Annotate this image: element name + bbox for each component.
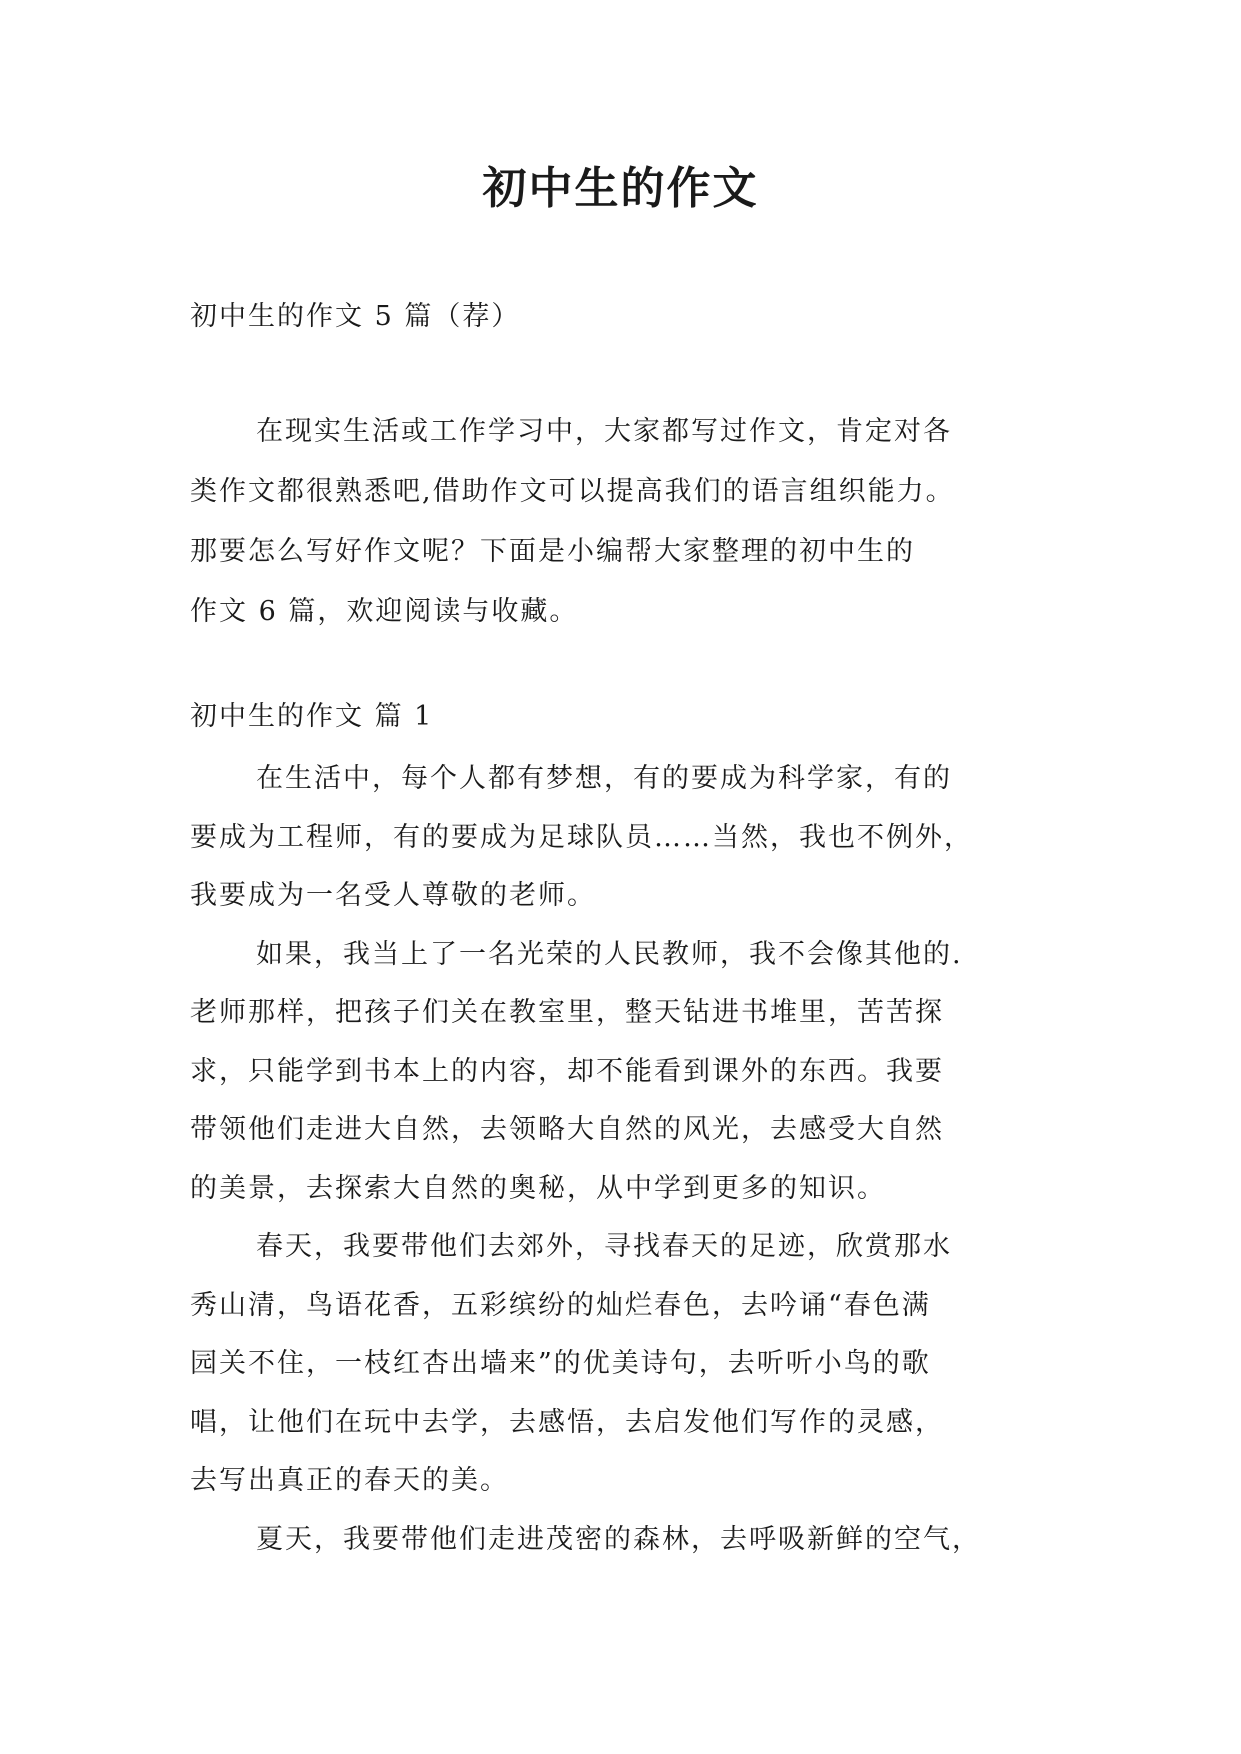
body-line: 春天，我要带他们去郊外，寻找春天的足迹，欣赏那水 xyxy=(256,1231,952,1262)
document-subtitle: 初中生的作文 5 篇（荐） xyxy=(190,301,521,332)
document-title: 初中生的作文 xyxy=(482,163,759,214)
intro-line: 作文 6 篇，欢迎阅读与收藏。 xyxy=(190,596,579,627)
intro-line: 那要怎么写好作文呢？下面是小编帮大家整理的初中生的 xyxy=(190,536,915,567)
body-line: 秀山清，鸟语花香，五彩缤纷的灿烂春色，去吟诵“春色满 xyxy=(190,1289,931,1321)
body-line: 老师那样，把孩子们关在教室里，整天钻进书堆里，苦苦探 xyxy=(190,997,944,1028)
body-line: 园关不住，一枝红杏出墙来”的优美诗句，去听听小鸟的歌 xyxy=(190,1348,931,1379)
section-heading: 初中生的作文 篇 1 xyxy=(190,701,434,732)
intro-line: 在现实生活或工作学习中，大家都写过作文，肯定对各 xyxy=(256,416,952,447)
body-line: 要成为工程师，有的要成为足球队员……当然，我也不例外， xyxy=(190,821,973,853)
body-line: 的美景，去探索大自然的奥秘，从中学到更多的知识。 xyxy=(190,1172,886,1204)
body-line: 我要成为一名受人尊敬的老师。 xyxy=(190,880,596,911)
body-line: 去写出真正的春天的美。 xyxy=(190,1465,509,1496)
essay-body xyxy=(190,750,1050,1569)
body-line: 带领他们走进大自然，去领略大自然的风光，去感受大自然 xyxy=(190,1114,944,1145)
intro-line: 类作文都很熟悉吧,借助作文可以提高我们的语言组织能力。 xyxy=(190,476,955,507)
body-line: 唱，让他们在玩中去学，去感悟，去启发他们写作的灵感， xyxy=(190,1406,944,1438)
body-line: 夏天，我要带他们走进茂密的森林，去呼吸新鲜的空气， xyxy=(256,1523,981,1555)
body-line: 在生活中，每个人都有梦想，有的要成为科学家，有的 xyxy=(256,763,952,794)
intro-paragraph xyxy=(190,402,1050,642)
body-line: 如果，我当上了一名光荣的人民教师，我不会像其他的. xyxy=(256,938,963,970)
body-line: 求，只能学到书本上的内容，却不能看到课外的东西。我要 xyxy=(190,1055,944,1087)
